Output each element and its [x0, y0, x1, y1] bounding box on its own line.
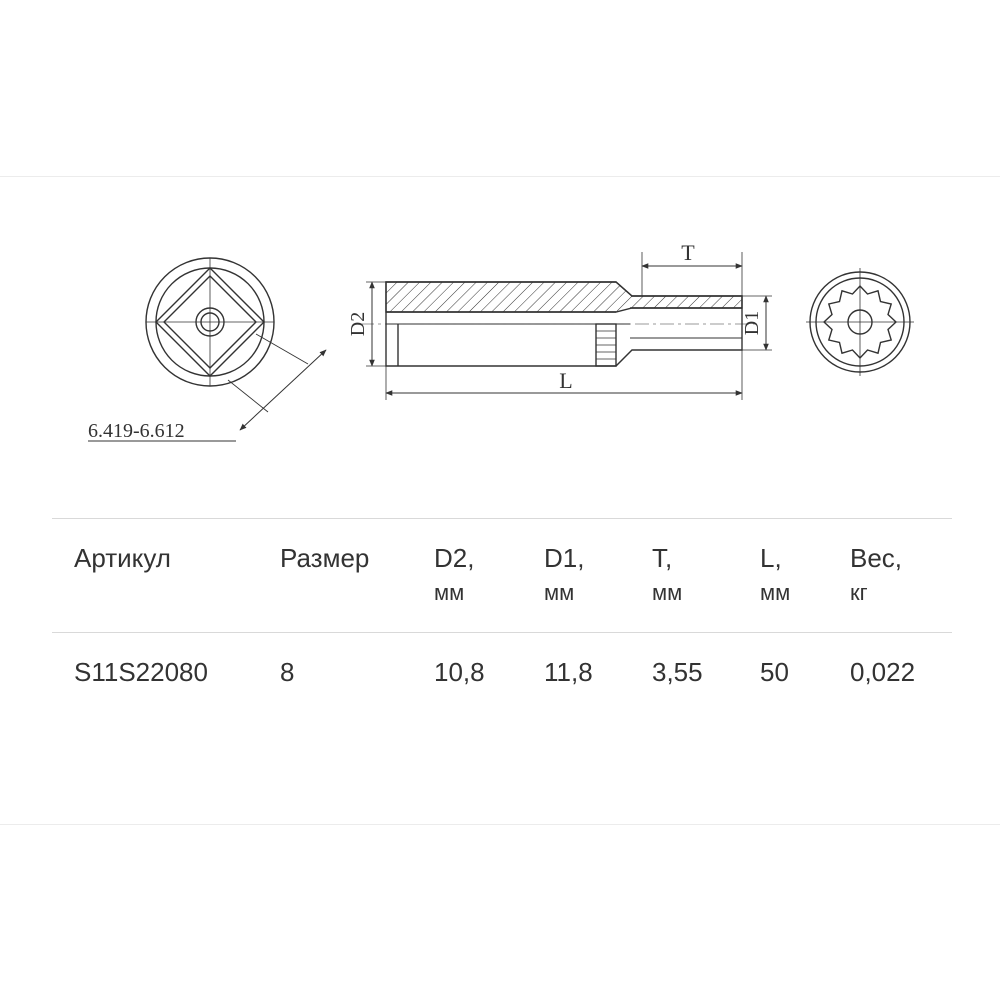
table-header-rule — [52, 632, 952, 633]
header-l-label: L, — [760, 543, 782, 573]
header-article: Артикул — [74, 543, 171, 573]
header-d2-unit: мм — [434, 580, 465, 605]
dimension-label-l: L — [559, 368, 573, 393]
cell-d2: 10,8 — [434, 657, 485, 687]
header-l-unit: мм — [760, 580, 791, 605]
cell-article: S11S22080 — [74, 657, 208, 687]
header-d2-label: D2, — [434, 543, 475, 573]
header-d1 — [544, 540, 584, 610]
header-weight — [850, 540, 902, 610]
diagonal-dimension-label: 6.419-6.612 — [88, 420, 185, 442]
dimension-label-t: T — [681, 240, 695, 265]
cell-t: 3,55 — [652, 657, 703, 687]
header-d1-unit: мм — [544, 580, 575, 605]
cell-size: 8 — [280, 657, 295, 687]
header-l — [760, 540, 790, 610]
header-t-unit: мм — [652, 580, 683, 605]
cell-d1: 11,8 — [544, 657, 593, 687]
table-top-rule — [52, 518, 952, 519]
bottom-divider — [0, 824, 1000, 825]
header-weight-label: Вес, — [850, 543, 903, 573]
header-d1-label: D1, — [544, 543, 585, 573]
header-d2 — [434, 540, 474, 610]
header-t — [652, 540, 682, 610]
square-drive-end-view — [88, 258, 326, 441]
dimension-label-d1: D1 — [741, 310, 763, 336]
technical-drawing — [0, 0, 1000, 470]
header-size: Размер — [280, 543, 370, 573]
cell-l: 50 — [760, 657, 789, 687]
header-weight-unit: кг — [850, 580, 868, 605]
twelve-point-end-view — [806, 268, 914, 376]
header-t-label: T, — [652, 543, 673, 573]
dimension-label-d2: D2 — [347, 311, 369, 337]
cell-weight: 0,022 — [850, 657, 916, 687]
